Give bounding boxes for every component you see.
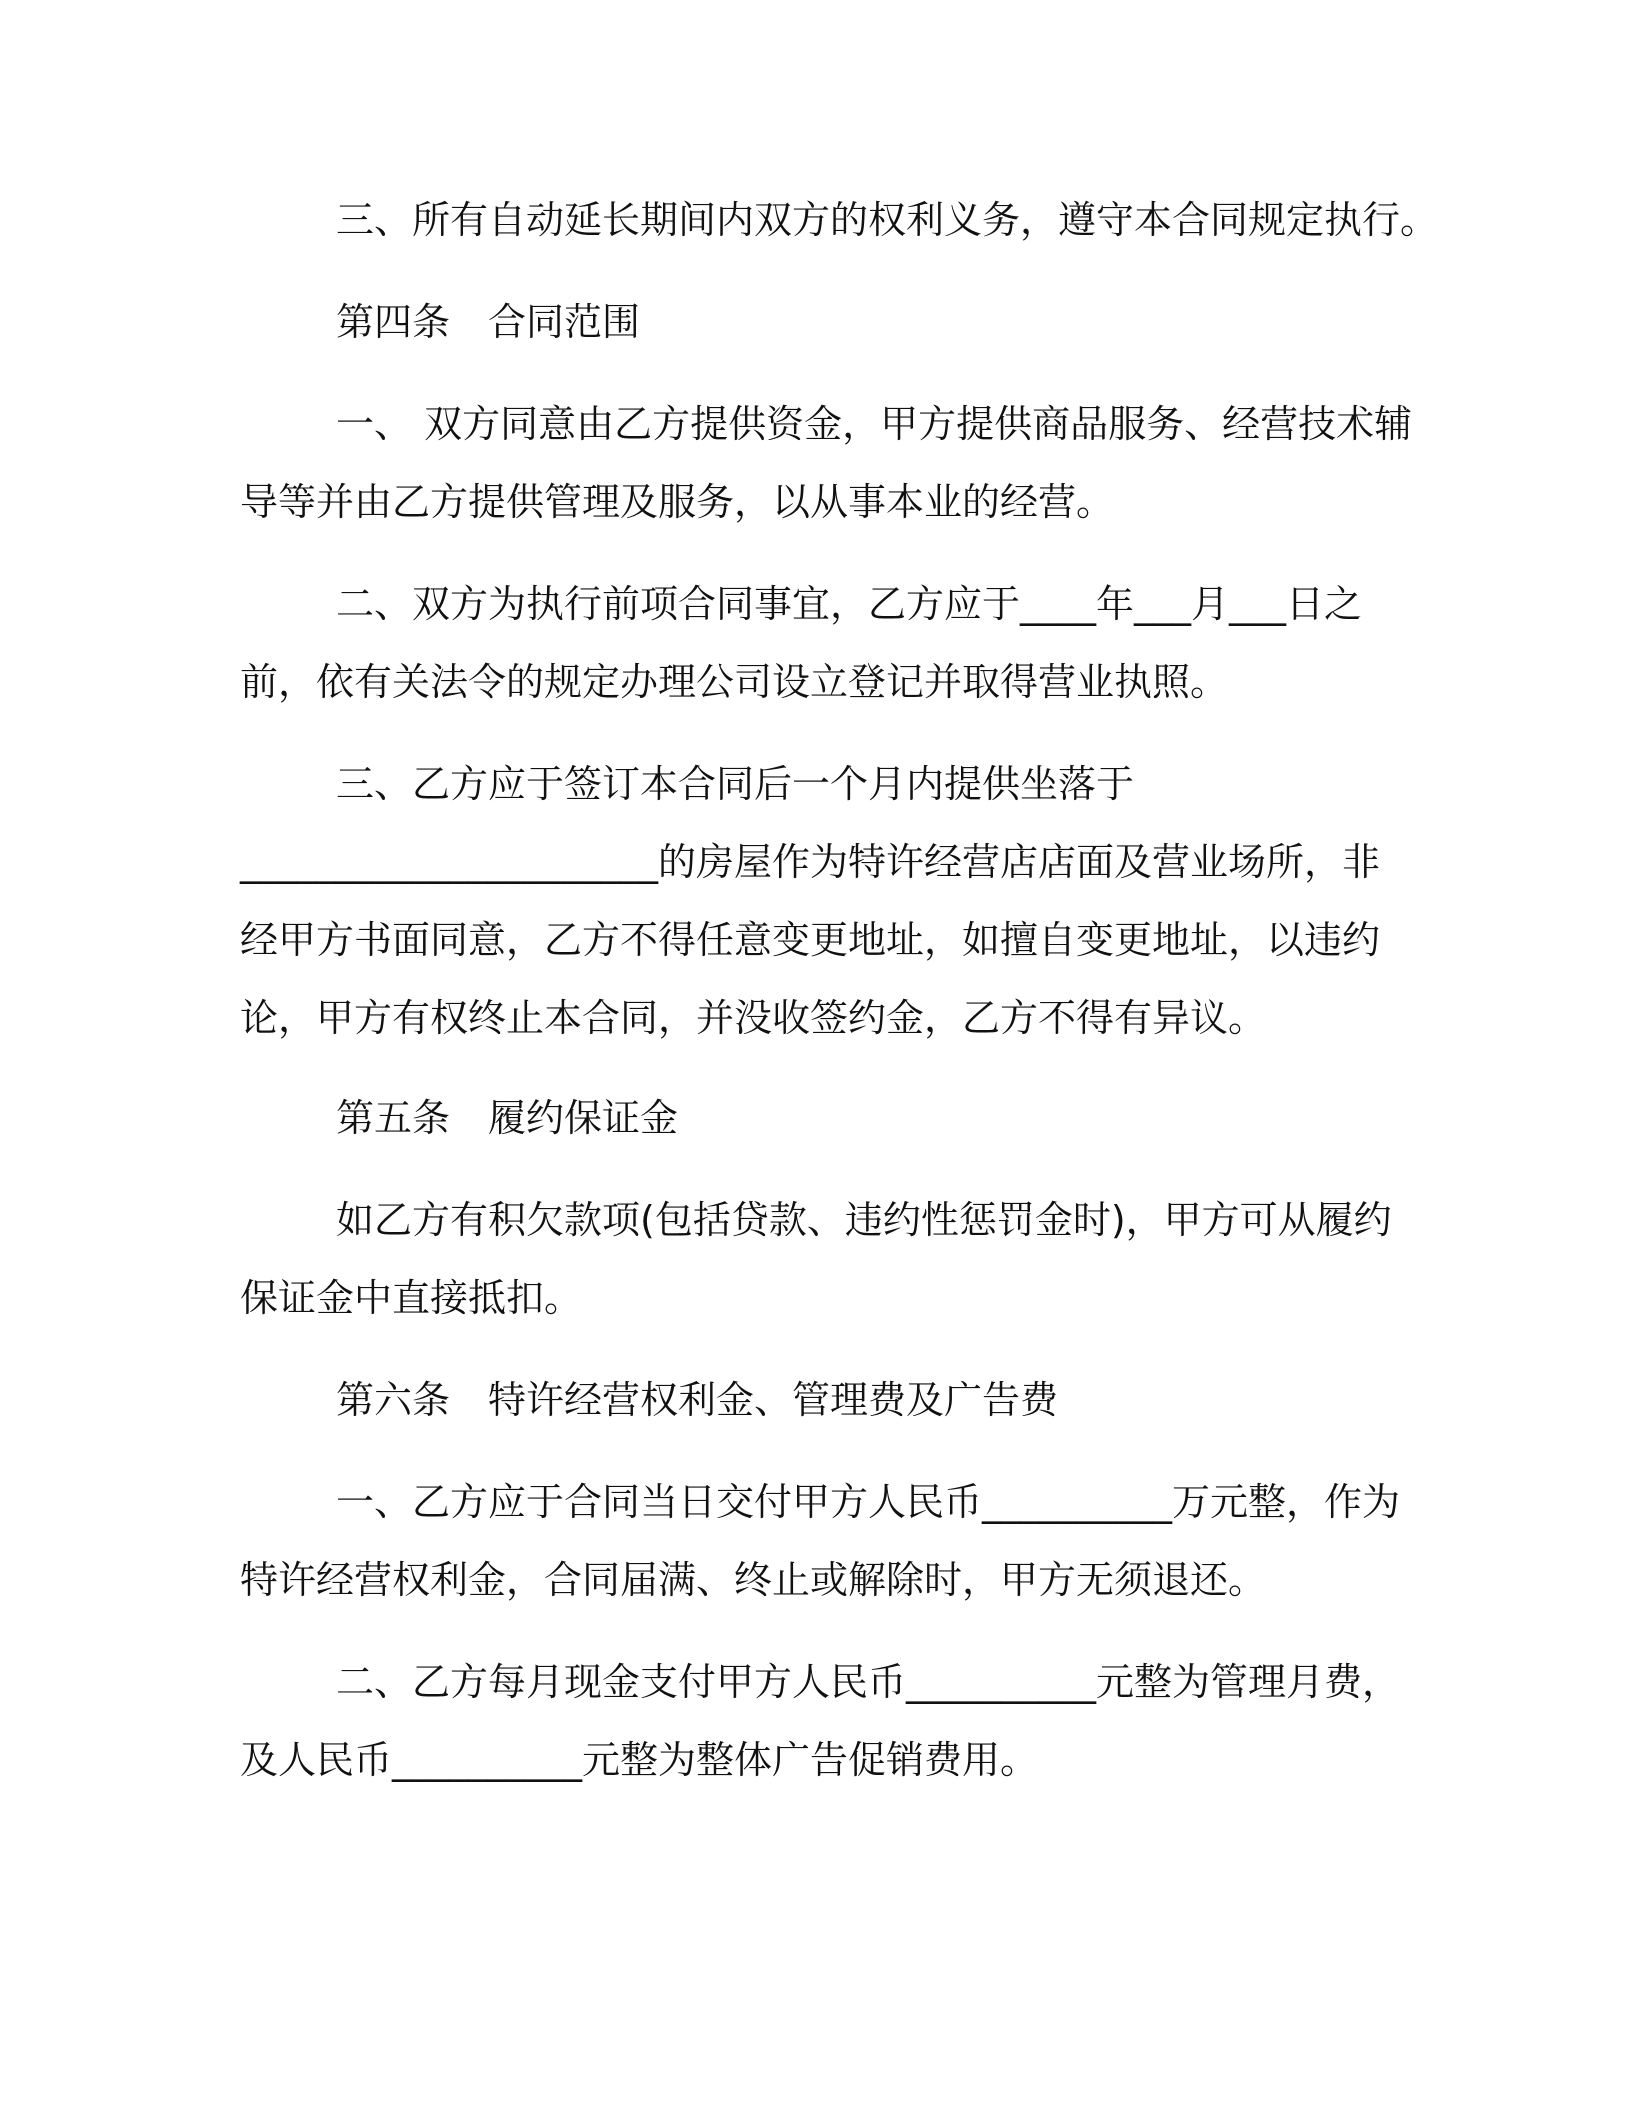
article-4-item-3-line-4: 论，甲方有权终止本合同，并没收签约金，乙方不得有异议。 bbox=[240, 996, 1267, 1040]
article-4-item-1-line-1: 一、 双方同意由乙方提供资金，甲方提供商品服务、经营技术辅 bbox=[336, 402, 1413, 446]
paragraph-3-auto-extension: 三、所有自动延长期间内双方的权利义务，遵守本合同规定执行。 bbox=[336, 198, 1439, 242]
article-6-item-1-line-2: 特许经营权利金，合同届满、终止或解除时，甲方无须退还。 bbox=[240, 1558, 1267, 1602]
article-4-heading: 第四条 合同范围 bbox=[336, 300, 641, 344]
article-5-heading: 第五条 履约保证金 bbox=[336, 1096, 679, 1140]
article-6-heading: 第六条 特许经营权利金、管理费及广告费 bbox=[336, 1378, 1059, 1422]
article-4-item-2-line-1: 二、双方为执行前项合同事宜，乙方应于____年___月___日之 bbox=[336, 582, 1363, 626]
document-page bbox=[240, 0, 1439, 2112]
article-6-item-2-line-1: 二、乙方每月现金支付甲方人民币__________元整为管理月费， bbox=[336, 1660, 1401, 1704]
article-5-paragraph-line-2: 保证金中直接抵扣。 bbox=[240, 1276, 583, 1320]
article-4-item-3-line-3: 经甲方书面同意，乙方不得任意变更地址，如擅自变更地址，以违约 bbox=[240, 918, 1381, 962]
article-5-paragraph-line-1: 如乙方有积欠款项(包括贷款、违约性惩罚金时)，甲方可从履约 bbox=[336, 1198, 1392, 1242]
article-6-item-2-line-2: 及人民币__________元整为整体广告促销费用。 bbox=[240, 1738, 1039, 1782]
article-4-item-3-line-2: ______________________的房屋作为特许经营店店面及营业场所，非 bbox=[240, 840, 1381, 884]
article-4-item-2-line-2: 前，依有关法令的规定办理公司设立登记并取得营业执照。 bbox=[240, 660, 1229, 704]
article-4-item-3-line-1: 三、乙方应于签订本合同后一个月内提供坐落于 bbox=[336, 762, 1135, 806]
article-6-item-1-line-1: 一、乙方应于合同当日交付甲方人民币__________万元整，作为 bbox=[336, 1480, 1401, 1524]
article-4-item-1-line-2: 导等并由乙方提供管理及服务，以从事本业的经营。 bbox=[240, 480, 1115, 524]
